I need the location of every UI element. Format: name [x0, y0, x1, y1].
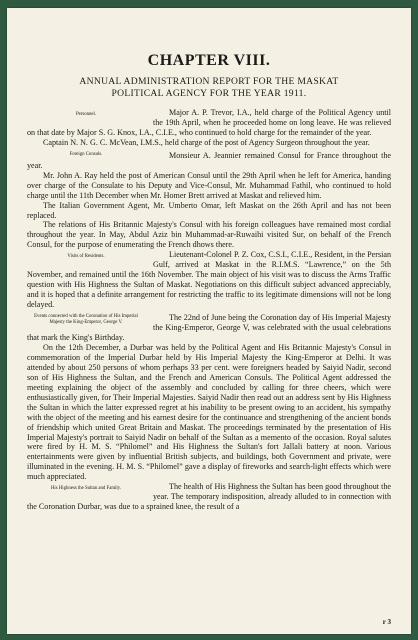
report-title: [27, 76, 391, 100]
paragraph-text: Major A. P. Trevor, I.A., held charge of the Political Agency until the 19th April, when he proceeded home on long leave. He was relieved on that date by Major S. G. Knox, I.A., C.I.E., who continued to hold charge for the remainder of the year.: [27, 108, 391, 137]
paragraph-text: Lieutenant-Colonel P. Z. Cox, C.S.I., C.I.E., Resident, in the Persian Gulf, arrived at Maskat in the R.I.M.S. “Lawrence,” on the 5th November, and remained until the 16th November. The main object of his visit was to discuss the Arms Traffic question with His Highness the Sultan of Maskat. Negotiations on this difficult subject advanced appreciably, and it is hoped that a definite arrangement for restricting the traffic to its legitimate dimensions will not be long delayed.: [27, 250, 391, 310]
paragraph-french-consul: [27, 151, 391, 171]
paragraph-surgeon: Captain N. N. G. C. McVean, I.M.S., held charge of the post of Agency Surgeon throughout the year.: [43, 137, 370, 147]
margin-note-personnel: Personnel.: [75, 112, 97, 117]
paragraph-text: The health of His Highness the Sultan has been good throughout the year. The temporary indisposition, already alluded to in connection with the Coronation Durbar, was due to a sprained knee, the result of a: [27, 482, 391, 512]
paragraph-relations: The relations of His Britannic Majesty's Consul with his foreign colleagues have remained most cordial throughout the year. In May, Abdul Aziz bin Muhammad-ar-Ruwaihi visited Sur, on behalf of the French Consul, for the purpose of enumerating the French dhows there.: [27, 220, 391, 250]
title-line-2: POLITICAL AGENCY FOR THE YEAR 1911.: [111, 88, 307, 99]
document-page: [7, 8, 411, 634]
paragraph-durbar: On the 12th December, a Durbar was held by the Political Agent and His Britannic Majesty's Consul in commemoration of the Imperial Durbar held by His Imperial Majesty the King-Emperor at Delhi. It was attended by about 250 persons of whom perhaps 33 per cent. were foreigners headed by Saiyid Nadir, second son of His Highness the Sultan, and the French and American Consuls. The Political Agent addressed the meeting explaining the object of the assembly and concluded by calling for three cheers, which were enthusiastically given, for Their Imperial Majesties. Saiyid Nadir then read out an address sent by His Highness the Sultan in which the latter expressed regret at his inability to be present owing to an accident, his sympathy with the object of the meeting and his earnest desire for the continuance and strengthening of the ancient bonds of friendship which united Great Britain and Maskat. The proceedings terminated by the presentation of His Imperial Majesty's portrait to Saiyid Nadir on behalf of the Sultan as a memento of the occasion. Royal salutes were fired by H. M. S. “Philomel” and His Highness the Sultan's fort Jallali battery at noon. Various entertainments were given by influential British subjects, and buildings, both Government and private, were illuminated in the evening. H. M. S. “Philomel” gave a display of fireworks and search-light effects which were much appreciated.: [27, 342, 391, 482]
margin-note-coronation-line-1: Events connected with the Coronation of His: [34, 314, 121, 320]
title-line-1: ANNUAL ADMINISTRATION REPORT FOR THE MASKAT: [79, 76, 339, 87]
paragraph-resident-visit: [27, 250, 391, 310]
paragraph-coronation: [27, 313, 391, 343]
margin-note-coronation: [27, 314, 145, 326]
report-body: [27, 108, 391, 512]
paragraph-trevor: [27, 108, 391, 138]
page-number: r 3: [382, 618, 391, 626]
margin-note-coronation-line-2: Imperial Majesty the King-Emperor, George V.: [49, 314, 138, 326]
margin-note-visits: Visits of Residents.: [67, 254, 105, 260]
paragraph-italian-agent: The Italian Government Agent, Mr. Umberto Omar, left Maskat on the 26th April and has not been replaced.: [27, 200, 391, 220]
paragraph-sultan-health: [27, 482, 391, 512]
margin-note-foreign-consuls: Foreign Consuls.: [69, 151, 103, 157]
paragraph-text: Monsieur A. Jeannier remained Consul for France throughout the year.: [27, 150, 391, 170]
paragraph-american-consul: Mr. John A. Ray held the post of American Consul until the 29th April when he left for America, handing over charge of the Consulate to his Deputy and Vice-Consul, Mr. Muhammad Fathil, who continued to hold charge until the 11th December when Mr. Homer Brett arrived at Maskat and relieved him.: [27, 170, 391, 200]
margin-note-health: His Highness the Sultan and Family.: [50, 486, 122, 492]
chapter-heading: CHAPTER VIII.: [147, 52, 271, 69]
paragraph-text: The 22nd of June being the Coronation day of His Imperial Majesty the King-Emperor, George V, was celebrated with the usual celebrations that mark the King's Birthday.: [27, 313, 391, 342]
